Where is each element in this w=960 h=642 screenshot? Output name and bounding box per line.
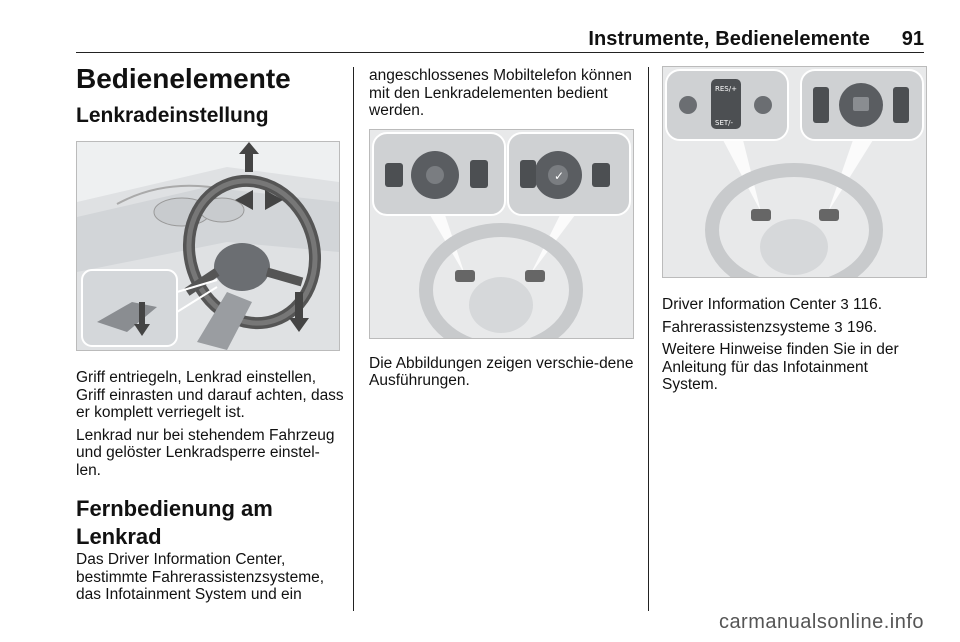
paragraph-phone-control: angeschlossenes Mobiltelefon können mit den Lenkradelementen bedient werden. — [369, 67, 632, 119]
steering-controls-illustration-a — [370, 130, 633, 338]
middle-column — [369, 62, 637, 390]
ref-text-assistance: Fahrerassistenzsysteme — [662, 318, 830, 336]
header-rule — [76, 52, 924, 53]
reference-arrow-icon: 3 — [834, 318, 843, 336]
running-header-title: Instrumente, Bedienelemente — [588, 28, 870, 50]
reference-arrow-icon: 3 — [840, 296, 849, 313]
reference-driver-assistance — [662, 319, 928, 337]
section-title: Bedienelemente — [76, 63, 291, 94]
steering-controls-figure-b — [662, 66, 927, 278]
steering-adjustment-figure — [76, 141, 340, 351]
reference-driver-info-center — [662, 296, 928, 314]
section-heading-remote-control: Fernbedienung am Lenkrad — [76, 496, 273, 549]
figure-caption: Die Abbildungen zeigen verschie-dene Ausführungen. — [369, 354, 634, 389]
paragraph-adjust-steering: Griff entriegeln, Lenkrad einstellen, Griff einrasten und darauf achten, dass er komplett verriegelt ist. — [76, 369, 344, 421]
ref-text-driver-info: Driver Information Center — [662, 296, 837, 313]
set-label: SET/- — [715, 119, 734, 127]
res-label: RES/+ — [715, 85, 737, 93]
column-divider-1 — [353, 67, 354, 611]
page-number: 91 — [901, 28, 924, 50]
steering-controls-illustration-b — [663, 67, 926, 277]
paragraph-steering-note: Lenkrad nur bei stehendem Fahrzeug und gelöster Lenkradsperre einstel-len. — [76, 426, 335, 479]
left-column — [76, 62, 344, 604]
right-column — [662, 62, 928, 394]
ref-page-assistance: 196. — [846, 318, 878, 336]
subsection-title: Lenkradeinstellung — [76, 104, 269, 127]
watermark: carmanualsonline.info — [718, 611, 924, 633]
column-divider-2 — [648, 67, 649, 611]
steering-controls-figure-a — [369, 129, 634, 339]
steering-adjustment-illustration — [77, 142, 339, 350]
svg-text:✓: ✓ — [554, 168, 565, 183]
paragraph-infotainment-note: Weitere Hinweise finden Sie in der Anleitung für das Infotainment System. — [662, 341, 899, 393]
paragraph-remote-control: Das Driver Information Center, bestimmte Fahrerassistenzsysteme, das Infotainment System und ein — [76, 551, 325, 603]
ref-page-driver-info: 116. — [852, 296, 883, 313]
